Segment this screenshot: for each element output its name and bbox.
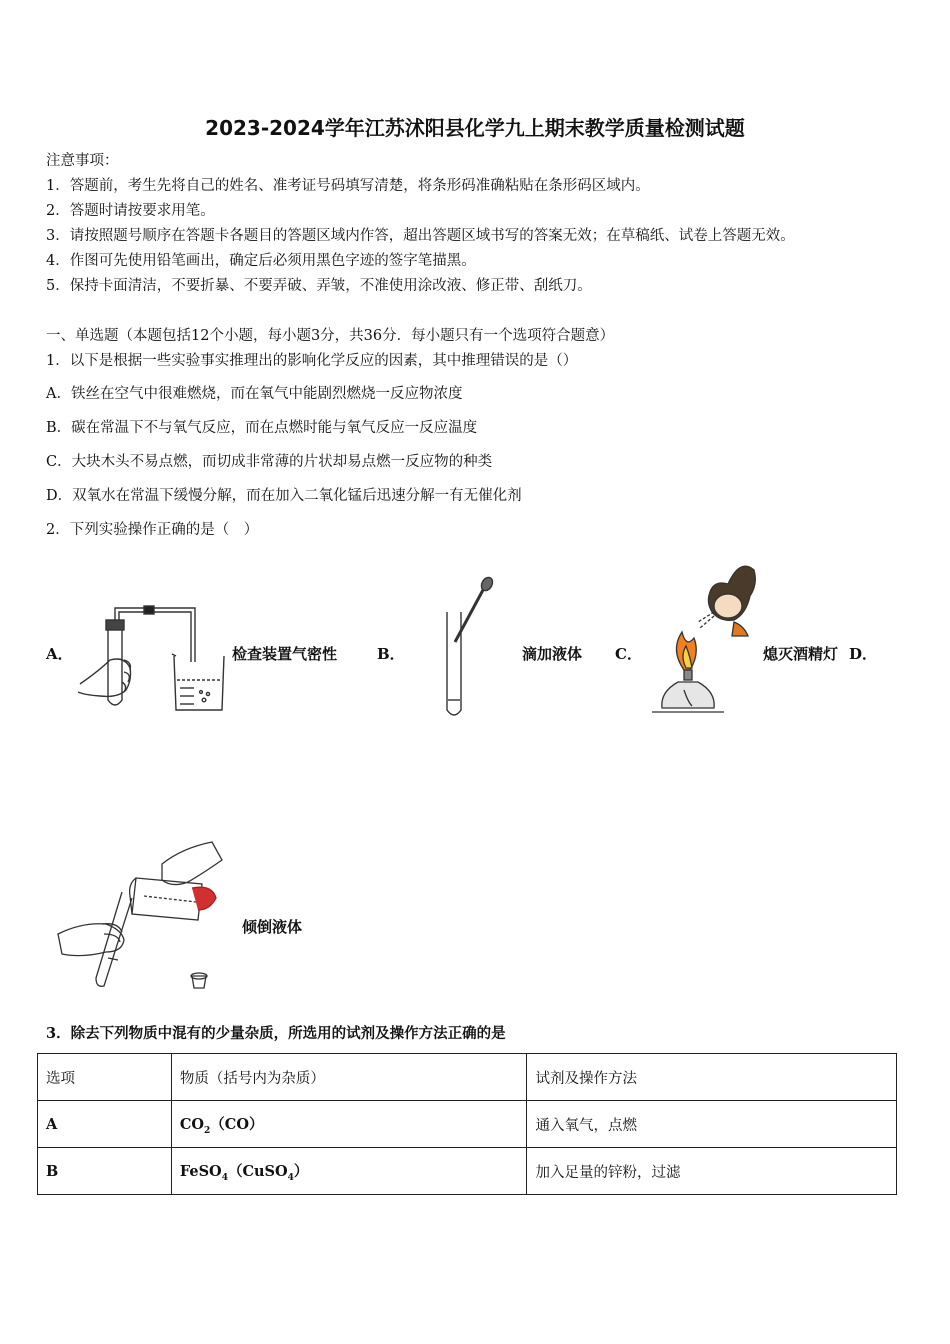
table-cell-method: 通入氧气，点燃 (527, 1101, 897, 1148)
substance-formula: FeSO (179, 1162, 222, 1180)
q2-option-c-text: 熄灭酒精灯 (763, 645, 839, 663)
table-cell-option: A (38, 1101, 172, 1148)
table-row (38, 1101, 897, 1148)
table-header-cell: 选项 (38, 1054, 172, 1101)
table-cell-substance (171, 1148, 527, 1195)
q2-option-a-text: 检查装置气密性 (232, 645, 338, 663)
question-2-stem: 2．下列实验操作正确的是（ ） (46, 522, 259, 538)
notice-heading: 注意事项： (46, 153, 119, 169)
table-row (38, 1148, 897, 1195)
airtightness-check-figure (70, 598, 230, 716)
q2-option-c-letter: C． (615, 645, 642, 663)
q2-option-a-letter: A． (46, 645, 73, 663)
question-1-option-d: D．双氧水在常温下缓慢分解，而在加入二氧化锰后迅速分解一有无催化剂 (46, 488, 522, 504)
question-1-option-c: C．大块木头不易点燃，而切成非常薄的片状却易点燃一反应物的种类 (46, 454, 493, 470)
q2-option-b-letter: B． (377, 645, 405, 663)
dropper-figure (435, 572, 505, 722)
notice-item-3: 3．请按照题号顺序在答题卡各题目的答题区域内作答，超出答题区域书写的答案无效；在草稿纸、试卷上答题无效。 (46, 228, 795, 244)
substance-formula: CO (179, 1115, 205, 1133)
table-cell-method: 加入足量的锌粉，过滤 (527, 1148, 897, 1195)
q2-option-b-text: 滴加液体 (522, 645, 583, 663)
question-1-option-b: B．碳在常温下不与氧气反应，而在点燃时能与氧气反应一反应温度 (46, 420, 478, 436)
question-3-stem: 3．除去下列物质中混有的少量杂质，所选用的试剂及操作方法正确的是 (46, 1025, 506, 1042)
notice-item-5: 5．保持卡面清洁，不要折暴、不要弄破、弄皱，不准使用涂改液、修正带、刮纸刀。 (46, 278, 592, 294)
notice-item-1: 1．答题前，考生先将自己的姓名、准考证号码填写清楚，将条形码准确粘贴在条形码区域内。 (46, 178, 650, 194)
substance-subscript: 2 (204, 1125, 211, 1136)
table-header-cell: 试剂及操作方法 (527, 1054, 897, 1101)
substance-subscript: 4 (221, 1172, 228, 1183)
q2-option-d-text: 倾倒液体 (242, 918, 303, 936)
impurity-subscript: 4 (287, 1172, 294, 1183)
question-1-option-a: A．铁丝在空气中很难燃烧，而在氧气中能剧烈燃烧一反应物浓度 (46, 386, 463, 402)
table-header-row (38, 1054, 897, 1101)
pouring-liquid-figure (52, 838, 232, 996)
q3-table (37, 1053, 897, 1195)
page-title: 2023-2024学年江苏沭阳县化学九上期末教学质量检测试题 (205, 116, 745, 140)
substance-impurity: （CO） (210, 1115, 264, 1133)
notice-item-4: 4．作图可先使用铅笔画出，确定后必须用黑色字迹的签字笔描黑。 (46, 253, 476, 269)
table-header-cell: 物质（括号内为杂质） (171, 1054, 527, 1101)
notice-item-2: 2．答题时请按要求用笔。 (46, 203, 215, 219)
alcohol-lamp-figure (648, 550, 756, 720)
question-1-stem: 1．以下是根据一些实验事实推理出的影响化学反应的因素，其中推理错误的是（） (46, 353, 578, 369)
substance-close: ） (293, 1162, 309, 1180)
substance-impurity: （CuSO (227, 1162, 288, 1180)
table-cell-substance (171, 1101, 527, 1148)
section-heading: 一、单选题（本题包括12个小题，每小题3分，共36分．每小题只有一个选项符合题意） (46, 328, 615, 344)
table-cell-option: B (38, 1148, 172, 1195)
q2-option-d-letter: D． (849, 645, 878, 663)
